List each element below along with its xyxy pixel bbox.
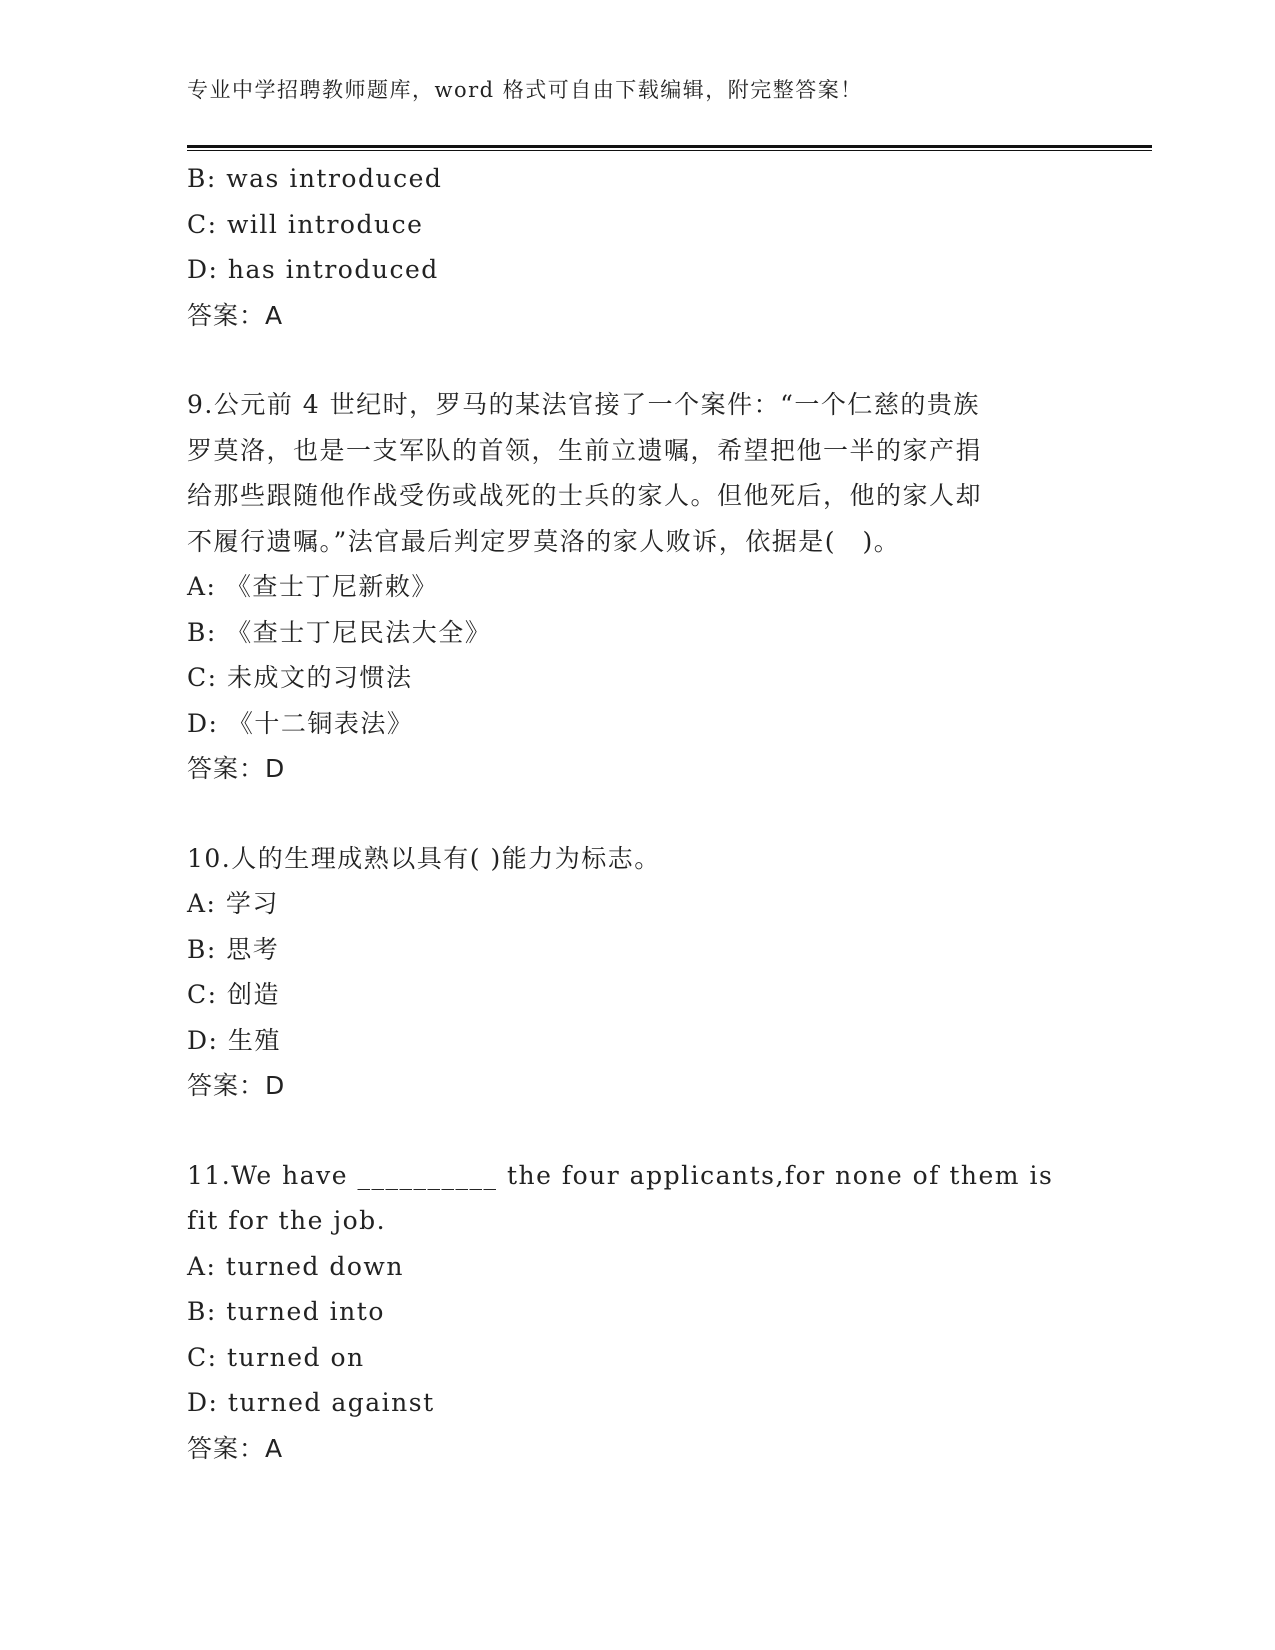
question-11: [187, 1153, 1087, 1472]
question-10: [187, 836, 1087, 1109]
option-b: B: 《查士丁尼民法大全》: [187, 617, 492, 647]
question-gap: [187, 1109, 1087, 1153]
header-rule-thin: [187, 150, 1152, 151]
question-text-line: 9.公元前 4 世纪时，罗马的某法官接了一个案件：“一个仁慈的贵族: [187, 390, 980, 419]
option-d: D: 生殖: [187, 1025, 281, 1055]
option-a: A: 学习: [187, 889, 279, 918]
answer-line: 答案：A: [187, 300, 284, 330]
option-c: C: 创造: [187, 980, 280, 1009]
option-d: D: has introduced: [187, 255, 439, 284]
question-gap: [187, 792, 1087, 836]
option-a: A: turned down: [187, 1251, 404, 1281]
option-c: C: 未成文的习惯法: [187, 663, 413, 692]
option-b: B: was introduced: [187, 164, 443, 193]
option-c: C: will introduce: [187, 209, 424, 239]
page-header: 专业中学招聘教师题库，word 格式可自由下载编辑，附完整答案！: [187, 78, 863, 102]
option-b: B: 思考: [187, 934, 280, 964]
header-rule-thick: [187, 145, 1152, 148]
question-text-line: 给那些跟随他作战受伤或战死的士兵的家人。但他死后，他的家人却: [187, 481, 983, 510]
question-text-line: fit for the job.: [187, 1206, 387, 1235]
question-text-line: 11.We have __________ the four applicants,for none of them is: [187, 1160, 1054, 1190]
answer-line: 答案：D: [187, 1071, 286, 1100]
question-text-line: 罗莫洛，也是一支军队的首领，生前立遗嘱，希望把他一半的家产捐: [187, 435, 983, 465]
question-gap: [187, 338, 1087, 382]
option-b: B: turned into: [187, 1297, 385, 1326]
answer-line: 答案：A: [187, 1433, 284, 1463]
option-a: A: 《查士丁尼新敕》: [187, 572, 438, 601]
answer-line: 答案：D: [187, 754, 286, 783]
option-d: D: turned against: [187, 1388, 435, 1417]
option-d: D: 《十二铜表法》: [187, 708, 414, 738]
carryover-question: [187, 156, 1087, 338]
document-body: [187, 156, 1087, 1471]
question-text-line: 不履行遗嘱。”法官最后判定罗莫洛的家人败诉，依据是( )。: [187, 526, 901, 556]
question-9: [187, 382, 1087, 792]
question-text-line: 10.人的生理成熟以具有( )能力为标志。: [187, 843, 661, 873]
option-c: C: turned on: [187, 1342, 365, 1372]
